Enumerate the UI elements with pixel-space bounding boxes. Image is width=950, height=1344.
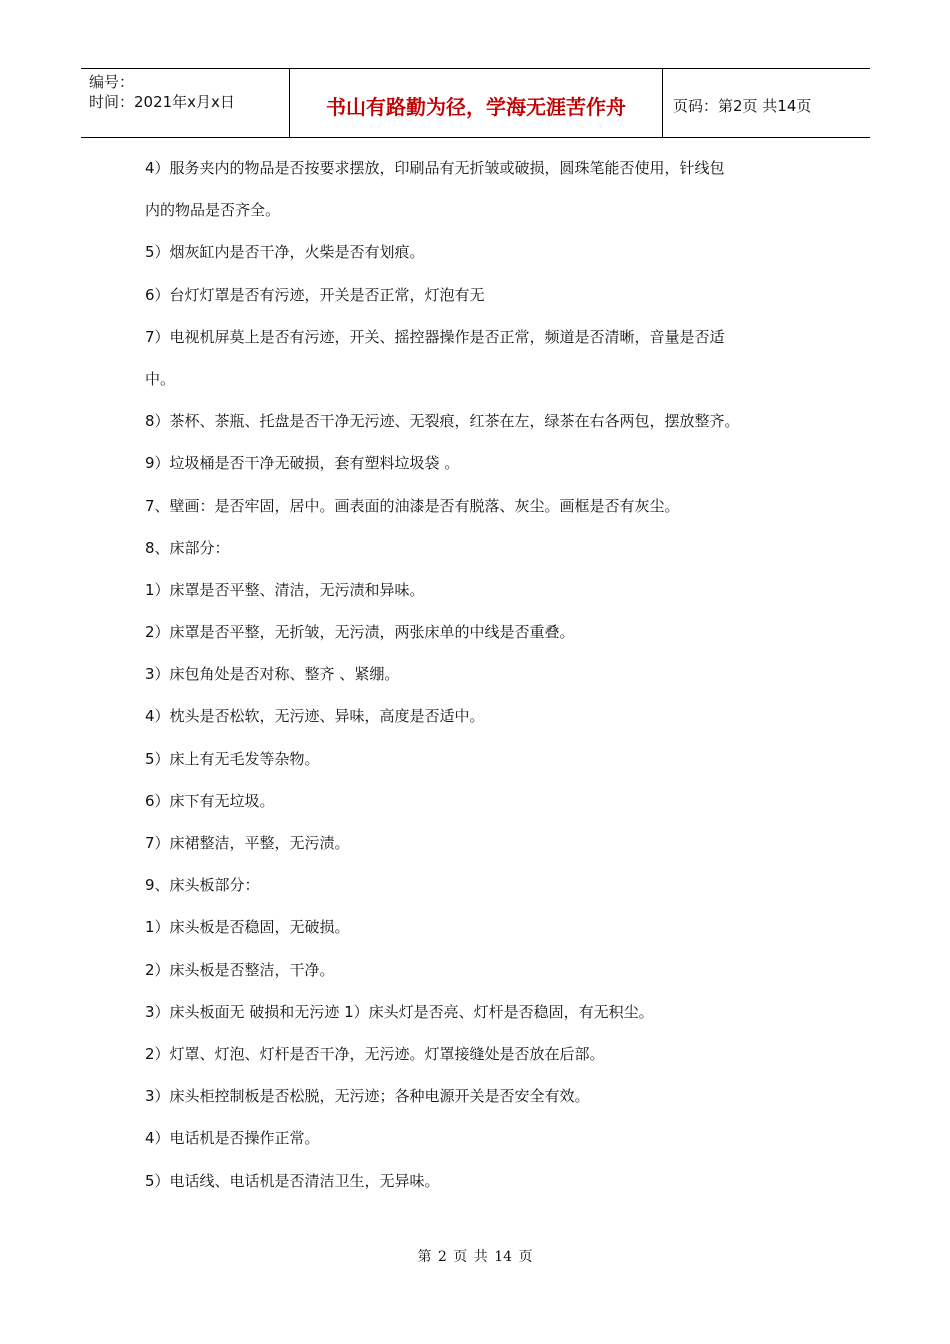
text-line: 5）烟灰缸内是否干净，火柴是否有划痕。 xyxy=(145,243,425,262)
text-line: 3）床头板面无 破损和无污迹 1）床头灯是否亮、灯杆是否稳固，有无积尘。 xyxy=(145,1002,654,1021)
text-line: 4）服务夹内的物品是否按要求摆放，印刷品有无折皱或破损，圆珠笔能否使用，针线包 xyxy=(145,159,725,177)
text-line: 4）枕头是否松软，无污迹、异味，高度是否适中。 xyxy=(145,707,485,726)
text-line: 6）床下有无垃圾。 xyxy=(145,791,275,810)
text-line: 3）床头柜控制板是否松脱，无污迹；各种电源开关是否安全有效。 xyxy=(145,1087,590,1106)
page-footer: 第 2 页 共 14 页 xyxy=(417,1249,533,1265)
header-motto: 书山有路勤为径，学海无涯苦作舟 xyxy=(326,94,626,119)
text-line: 9、床头板部分： xyxy=(145,876,260,895)
document-time-label: 时间：2021年x月x日 xyxy=(89,93,235,111)
header-page-info-cell xyxy=(663,69,870,137)
text-line: 5）床上有无毛发等杂物。 xyxy=(145,749,320,768)
text-line: 1）床头板是否稳固，无破损。 xyxy=(145,918,350,937)
text-line: 中。 xyxy=(145,369,176,388)
page-header xyxy=(81,68,870,138)
text-line: 8）茶杯、茶瓶、托盘是否干净无污迹、无裂痕，红茶在左，绿茶在右各两包，摆放整齐。 xyxy=(145,412,740,431)
text-line: 2）床罩是否平整，无折皱，无污渍，两张床单的中线是否重叠。 xyxy=(145,623,575,642)
text-line: 2）灯罩、灯泡、灯杆是否干净，无污迹。灯罩接缝处是否放在后部。 xyxy=(145,1044,605,1063)
text-line: 7、壁画：是否牢固，居中。画表面的油漆是否有脱落、灰尘。画框是否有灰尘。 xyxy=(145,496,680,515)
document-body xyxy=(145,158,810,1213)
header-meta xyxy=(81,69,290,137)
header-page-info: 页码：第2页 共14页 xyxy=(673,96,812,115)
text-line: 5）电话线、电话机是否清洁卫生，无异味。 xyxy=(145,1171,440,1190)
text-line: 内的物品是否齐全。 xyxy=(145,201,281,220)
text-line: 4）电话机是否操作正常。 xyxy=(145,1129,320,1148)
text-line: 7）床裙整洁，平整，无污渍。 xyxy=(145,834,350,852)
text-line: 7）电视机屏莫上是否有污迹，开关、摇控器操作是否正常，频道是否清晰，音量是否适 xyxy=(145,327,725,346)
header-motto-cell xyxy=(290,69,663,137)
text-line: 2）床头板是否整洁，干净。 xyxy=(145,960,335,979)
text-line: 3）床包角处是否对称、整齐 、紧绷。 xyxy=(145,665,400,684)
text-line: 8、床部分： xyxy=(145,538,230,557)
text-line: 9）垃圾桶是否干净无破损，套有塑料垃圾袋 。 xyxy=(145,454,460,473)
document-number-label: 编号： xyxy=(89,73,135,91)
text-line: 6）台灯灯罩是否有污迹，开关是否正常，灯泡有无 xyxy=(145,285,485,304)
text-line: 1）床罩是否平整、清洁，无污渍和异味。 xyxy=(145,580,425,599)
